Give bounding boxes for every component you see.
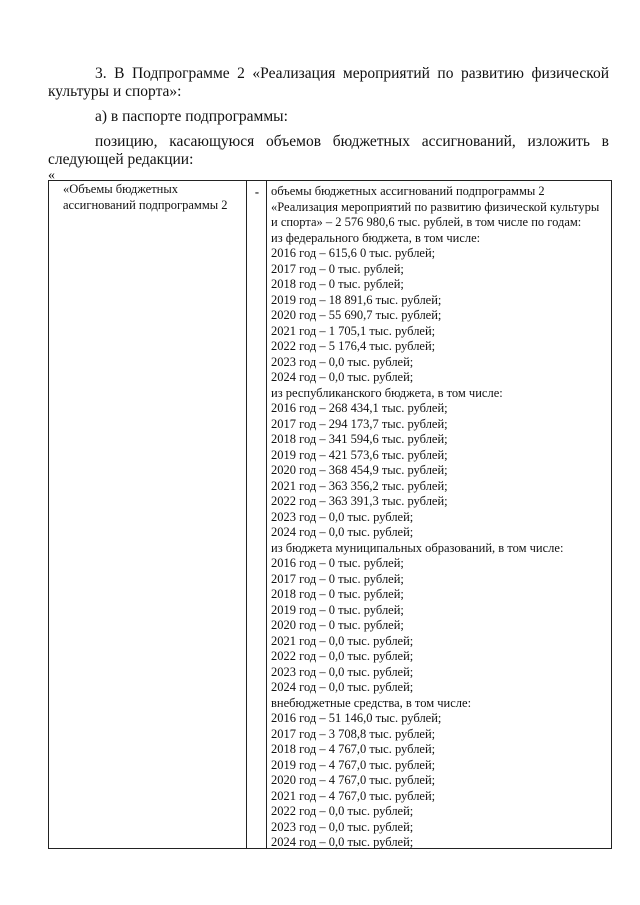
allocation-line: 2020 год – 0 тыс. рублей; (271, 618, 404, 632)
allocation-line: 2019 год – 0 тыс. рублей; (271, 602, 404, 617)
allocation-line: из республиканского бюджета, в том числе: (271, 385, 503, 400)
table-column-divider (266, 181, 267, 848)
allocation-line: 2024 год – 0,0 тыс. рублей; (271, 680, 414, 694)
allocation-line: 2018 год – 4 767,0 тыс. рублей; (271, 742, 436, 756)
allocation-line: 2016 год – 51 146,0 тыс. рублей; (271, 711, 442, 725)
allocation-line: 2018 год – 0 тыс. рублей; (271, 587, 404, 601)
paragraph-subprogram-heading: 3. В Подпрограмме 2 «Реализация мероприятий по развитию физической (95, 65, 609, 82)
paragraph-subprogram-heading-cont: культуры и спорта»: (48, 83, 182, 100)
allocation-line: 2024 год – 0,0 тыс. рублей; (271, 525, 414, 539)
allocation-line: 2021 год – 4 767,0 тыс. рублей; (271, 788, 436, 803)
allocation-intro: объемы бюджетных ассигнований подпрограммы 2 «Реализация мероприятий по развитию физической культуры и спорта» – 2 576 980,6 тыс. рублей, в том числе по годам: (271, 184, 600, 229)
paragraph-position-cont: следующей редакции: (48, 151, 194, 168)
allocation-line: 2023 год – 0,0 тыс. рублей; (271, 509, 414, 524)
allocation-line: 2024 год – 0,0 тыс. рублей; (271, 370, 414, 384)
allocation-line: 2023 год – 0,0 тыс. рублей; (271, 819, 414, 834)
position-value-cell (271, 184, 607, 851)
paragraph-passport: а) в паспорте подпрограммы: (95, 108, 288, 125)
paragraph-position: позицию, касающуюся объемов бюджетных ассигнований, изложить в (95, 133, 609, 150)
allocation-line: 2021 год – 1 705,1 тыс. рублей; (271, 323, 436, 338)
allocation-line: 2016 год – 615,6 0 тыс. рублей; (271, 246, 436, 260)
allocation-line: из федерального бюджета, в том числе: (271, 230, 481, 245)
allocation-line: 2022 год – 363 391,3 тыс. рублей; (271, 494, 448, 508)
position-name-cell (63, 182, 243, 213)
allocation-line: 2022 год – 0,0 тыс. рублей; (271, 804, 414, 818)
allocation-line: 2022 год – 5 176,4 тыс. рублей; (271, 339, 436, 353)
allocation-line: 2023 год – 0,0 тыс. рублей; (271, 664, 414, 679)
allocation-line: 2019 год – 18 891,6 тыс. рублей; (271, 292, 442, 307)
allocation-line: 2017 год – 0 тыс. рублей; (271, 571, 404, 586)
allocation-lines (271, 231, 607, 851)
allocation-line: 2020 год – 4 767,0 тыс. рублей; (271, 773, 436, 787)
budget-allocation-table (48, 180, 612, 849)
opening-quote: « (48, 168, 55, 183)
allocation-line: 2016 год – 0 тыс. рублей; (271, 556, 404, 570)
allocation-line: 2021 год – 363 356,2 тыс. рублей; (271, 478, 448, 493)
allocation-line: 2018 год – 0 тыс. рублей; (271, 277, 404, 291)
allocation-line: 2016 год – 268 434,1 тыс. рублей; (271, 401, 448, 415)
position-name-line: ассигнований подпрограммы 2 (63, 197, 228, 212)
allocation-line: 2019 год – 421 573,6 тыс. рублей; (271, 447, 448, 462)
allocation-line: 2017 год – 294 173,7 тыс. рублей; (271, 416, 448, 431)
allocation-line: 2020 год – 55 690,7 тыс. рублей; (271, 308, 442, 322)
position-name-line: «Объемы бюджетных (63, 182, 179, 196)
allocation-line: внебюджетные средства, в том числе: (271, 695, 472, 710)
allocation-line: 2023 год – 0,0 тыс. рублей; (271, 354, 414, 369)
allocation-line: 2024 год – 0,0 тыс. рублей; (271, 835, 414, 849)
allocation-line: 2018 год – 341 594,6 тыс. рублей; (271, 432, 448, 446)
allocation-line: 2017 год – 3 708,8 тыс. рублей; (271, 726, 436, 741)
allocation-line: 2017 год – 0 тыс. рублей; (271, 261, 404, 276)
allocation-line: 2020 год – 368 454,9 тыс. рублей; (271, 463, 448, 477)
separator-dash: - (254, 185, 260, 199)
allocation-line: 2021 год – 0,0 тыс. рублей; (271, 633, 414, 648)
allocation-line: 2019 год – 4 767,0 тыс. рублей; (271, 757, 436, 772)
table-column-divider (246, 181, 247, 848)
allocation-line: из бюджета муниципальных образований, в том числе: (271, 540, 564, 555)
allocation-line: 2022 год – 0,0 тыс. рублей; (271, 649, 414, 663)
